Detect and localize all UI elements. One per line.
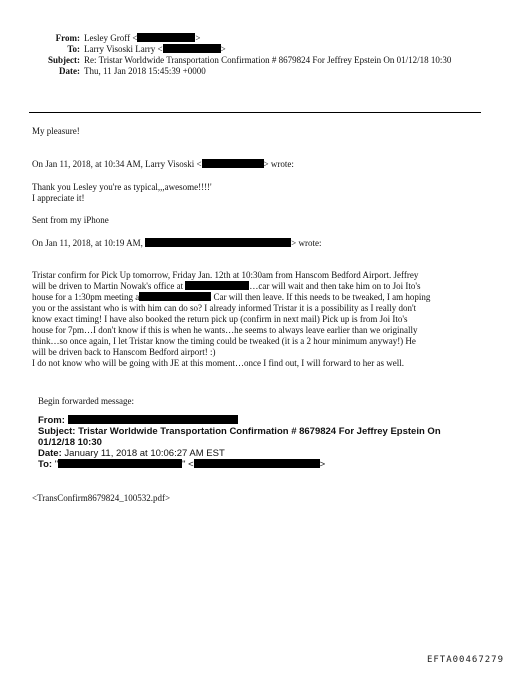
redaction-box [202,159,264,168]
paragraph-line: you or the assistant who is with him can do so? I already informed Tristar it is a possibility as I really don't [32,303,417,313]
email-header [30,33,484,77]
header-to-row [30,44,484,55]
forwarded-to-row: To: " " < > [38,459,326,470]
paragraph-line: think…so once again, I let Tristar know the timing could be tweaked (it is a 2 hour minimum anyway!) He [32,336,416,346]
redaction-box [163,44,221,53]
header-date-row [30,66,484,77]
from-label: From: [55,33,80,43]
reply-text: My pleasure! [32,126,80,136]
redaction-box [194,459,320,468]
subject-value: Re: Tristar Worldwide Transportation Confirmation # 8679824 For Jeffrey Epstein On 01/12/18 10:30 [84,55,452,65]
redaction-box [58,459,182,468]
forwarded-from-row: From: [38,415,441,426]
paragraph-line: know exact timing! I have also booked the return pick up (confirm in next mail) Pick up is from Joi Ito's [32,314,408,324]
thanks-line: Thank you Lesley you're as typical,,,awesome!!!!' [32,182,212,192]
paragraph-line: I do not know who will be going with JE at this moment…once I find out, I will forward to her as well. [32,358,404,368]
date-label: Date: [59,66,80,76]
redaction-box [139,292,211,301]
redaction-box [145,238,291,247]
appreciate-line: I appreciate it! [32,193,85,203]
quote-attribution-1: On Jan 11, 2018, at 10:34 AM, Larry Visoski < > wrote: [32,159,294,169]
forwarded-subject-row-cont: 01/12/18 10:30 [38,437,102,448]
header-from-row [30,33,484,44]
paragraph-line: house for 7pm…I don't know if this is when he wants…he seems to always leave earlier than we originally [32,325,418,335]
forwarded-intro: Begin forwarded message: [38,396,134,406]
redaction-box [185,281,249,290]
message-paragraph [32,270,494,369]
quote-attribution-2: On Jan 11, 2018, at 10:19 AM, > wrote: [32,238,322,248]
from-value: Lesley Groff < > [84,33,201,43]
header-divider [29,112,481,113]
redaction-box [137,33,195,42]
document-id: EFTA00467279 [426,655,504,665]
forwarded-subject-row: Subject: Tristar Worldwide Transportation Confirmation # 8679824 For Jeffrey Epstein On [38,426,441,437]
paragraph-line: will be driven back to Hanscom Bedford airport! :) [32,347,216,357]
attachment-link[interactable]: <TransConfirm8679824_100532.pdf> [32,493,171,503]
paragraph-line: Tristar confirm for Pick Up tomorrow, Friday Jan. 12th at 10:30am from Hanscom Bedford Airport. Jeffrey [32,270,419,280]
paragraph-line: house for a 1:30pm meeting a Car will then leave. If this needs to be tweaked, I am hoping [32,292,431,302]
forwarded-header [38,415,441,470]
paragraph-line: will be driven to Martin Nowak's office at …car will wait and then take him on to Joi Ito's [32,281,421,291]
redaction-box [68,415,238,424]
to-label: To: [67,44,80,54]
sent-from-line: Sent from my iPhone [32,215,109,225]
forwarded-date-row: Date: January 11, 2018 at 10:06:27 AM EST [38,448,225,459]
subject-label: Subject: [48,55,80,65]
to-value: Larry Visoski Larry < > [84,44,226,54]
date-value: Thu, 11 Jan 2018 15:45:39 +0000 [84,66,206,76]
header-subject-row [30,55,484,66]
